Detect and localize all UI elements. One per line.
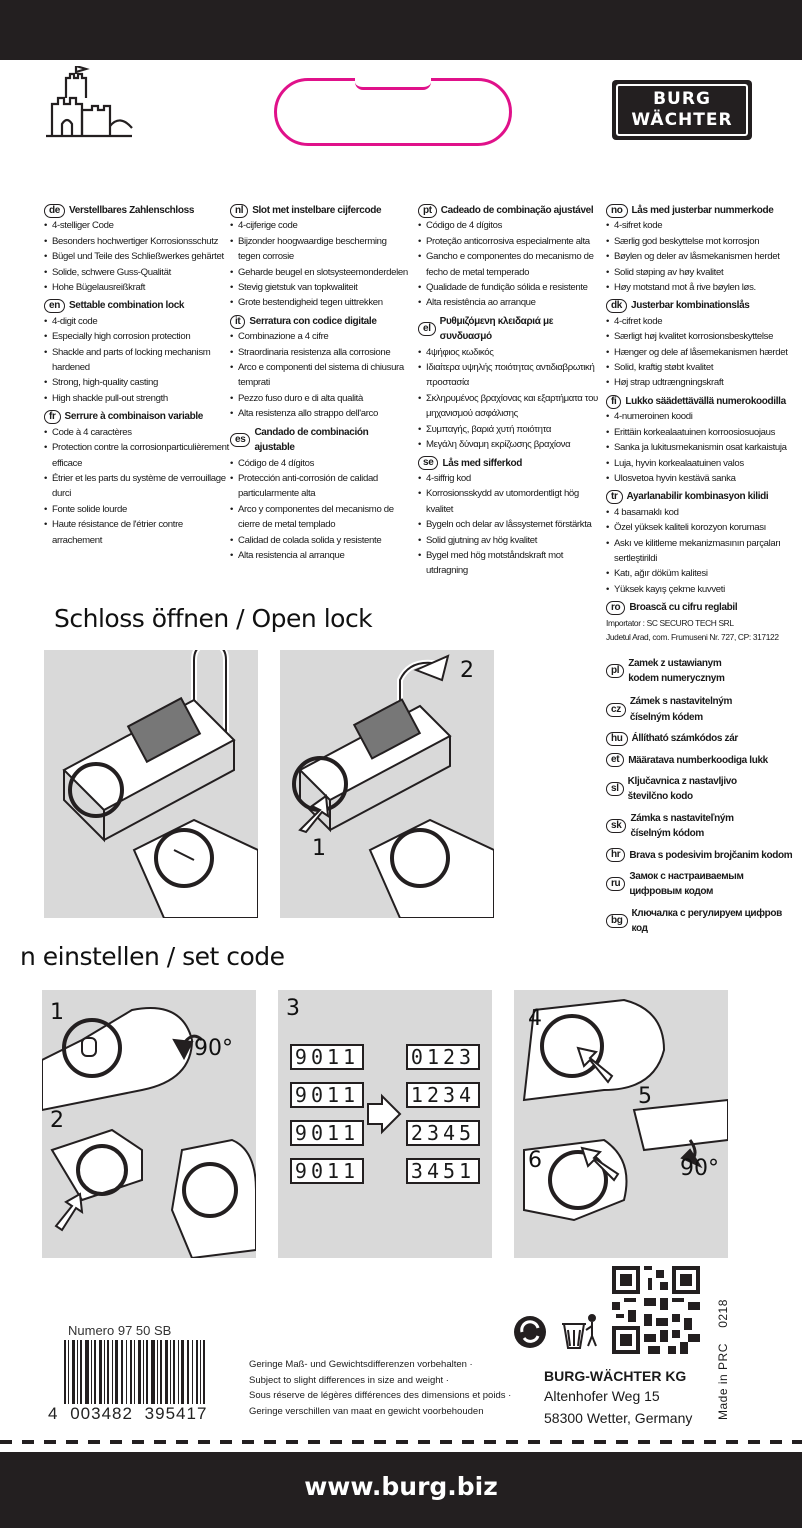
list-item: • Særligt høj kvalitet korrosionsbeskyttelse <box>606 329 798 344</box>
footer-bar <box>0 1452 802 1528</box>
feature-list-fi <box>606 409 798 486</box>
list-item: • Código de 4 dígitos <box>230 456 410 471</box>
list-item: • Combinazione a 4 cifre <box>230 329 410 344</box>
list-item: • Særlig god beskyttelse mot korrosjon <box>606 234 798 249</box>
lang-heading-se: se Lås med sifferkod <box>418 456 602 471</box>
lang-heading-it: it Serratura con codice digitale <box>230 314 410 329</box>
lang-heading-sk: sk Zámka s nastaviteľným číselným kódom <box>606 811 798 842</box>
list-item: • 4-cifret kode <box>606 314 798 329</box>
code-wheel: 9011 <box>290 1044 364 1070</box>
lang-heading-pl: pl Zamek z ustawianym kodem numerycznym <box>606 656 798 687</box>
list-item: • Katı, ağır döküm kalitesi <box>606 566 798 581</box>
list-item: • Yüksek kayış çekme kuvveti <box>606 582 798 597</box>
company-address <box>544 1366 692 1428</box>
company-name: BURG-WÄCHTER KG <box>544 1368 687 1384</box>
lang-badge-sk: sk <box>606 819 626 833</box>
lang-badge-it: it <box>230 315 245 329</box>
hang-hole-outline <box>274 78 512 146</box>
list-item: • 4ψήφιος κωδικός <box>418 345 602 360</box>
lang-heading-pt: pt Cadeado de combinação ajustável <box>418 203 602 218</box>
feature-list-es <box>230 456 410 564</box>
list-item: • Alta resistência ao arranque <box>418 295 602 310</box>
made-in-label: Made in PRC 0218 <box>716 1299 730 1420</box>
list-item: • Solide, schwere Guss-Qualität <box>44 265 230 280</box>
lang-badge-tr: tr <box>606 490 623 504</box>
feature-list-el <box>418 345 602 453</box>
list-item: • Qualidade de fundição sólida e resistente <box>418 280 602 295</box>
list-item: • Hænger og dele af låsemekanismen hærdet <box>606 345 798 360</box>
features-column-3 <box>418 200 602 579</box>
lang-heading-fi: fi Lukko säädettävällä numerokoodilla <box>606 394 798 409</box>
set-step-4-label: 4 <box>528 1006 542 1031</box>
lang-heading-dk: dk Justerbar kombinationslås <box>606 298 798 313</box>
list-item: • Arco y componentes del mecanismo de cierre de metal templado <box>230 502 410 533</box>
list-item: • Código de 4 dígitos <box>418 218 602 233</box>
rotate-angle-2: 90° <box>680 1156 719 1181</box>
list-item: • Bygeln och delar av låssystemet förstärkta <box>418 517 602 532</box>
lang-badge-bg: bg <box>606 914 628 928</box>
list-item: • 4-stelliger Code <box>44 218 230 233</box>
padlock-open-illustration <box>280 650 494 918</box>
set-step-6-label: 6 <box>528 1148 542 1173</box>
list-item: • Protection contre la corrosionparticulièrement efficace <box>44 440 230 471</box>
list-item: • Μεγάλη δύναμη εκρίζωσης βραχίονα <box>418 437 602 452</box>
lang-badge-dk: dk <box>606 299 627 313</box>
list-item: • 4-siffrig kod <box>418 471 602 486</box>
list-item: • Stevig gietstuk van topkwaliteit <box>230 280 410 295</box>
shackle-rotate-illustration <box>42 990 256 1258</box>
list-item: • Σκληρυμένος βραχίονας και εξαρτήματα του μηχανισμού ασφάλισης <box>418 391 602 422</box>
lang-heading-nl: nl Slot met instelbare cijfercode <box>230 203 410 218</box>
list-item: • Luja, hyvin korkealaatuinen valos <box>606 456 798 471</box>
lang-heading-tr: tr Ayarlanabilir kombinasyon kilidi <box>606 489 798 504</box>
list-item: • 4-sifret kode <box>606 218 798 233</box>
list-item: • Shackle and parts of locking mechanism hardened <box>44 345 230 376</box>
list-item: • 4-digit code <box>44 314 230 329</box>
lang-badge-cz: cz <box>606 703 626 717</box>
lang-heading-no: no Lås med justerbar nummerkode <box>606 203 798 218</box>
list-item: • Bijzonder hoogwaardige bescherming tegen corrosie <box>230 234 410 265</box>
list-item: • Proteção anticorrosiva especialmente alta <box>418 234 602 249</box>
list-item: • Besonders hochwertiger Korrosionsschutz <box>44 234 230 249</box>
lang-badge-hr: hr <box>606 848 625 862</box>
lang-heading-bg: bg Ключалка с регулируем цифров код <box>606 906 798 937</box>
set-code-title: n einstellen / set code <box>20 942 285 971</box>
recycle-icon <box>512 1310 602 1352</box>
list-item: • Strong, high-quality casting <box>44 375 230 390</box>
logo-line-1: BURG <box>653 89 711 109</box>
list-item: • Sanka ja lukitusmekanismin osat karkaistuja <box>606 440 798 455</box>
lang-heading-hu: hu Állítható számkódos zár <box>606 731 798 746</box>
old-codes-column <box>290 1044 364 1184</box>
list-item: • Alta resistenza allo strappo dell'arco <box>230 406 410 421</box>
lang-badge-nl: nl <box>230 204 248 218</box>
top-bar <box>0 0 802 60</box>
product-number: Numero 97 50 SB <box>68 1323 172 1338</box>
lang-heading-cz: cz Zámek s nastavitelným číselným kódem <box>606 694 798 725</box>
list-item: • Bøylen og deler av låsmekanismen herdet <box>606 249 798 264</box>
list-item: • Code à 4 caractères <box>44 425 230 440</box>
lang-heading-hr: hr Brava s podesivim brojčanim kodom <box>606 848 798 863</box>
lang-heading-es: es Candado de combinación ajustable <box>230 425 410 456</box>
lang-heading-ru: ru Замок с настраиваемым цифровым кодом <box>606 869 798 900</box>
lang-heading-ro: ro Broască cu cifru reglabil <box>606 600 798 615</box>
list-item: • Høj strap udtrængningskraft <box>606 375 798 390</box>
feature-list-en <box>44 314 230 406</box>
lang-badge-se: se <box>418 456 438 470</box>
lang-badge-fi: fi <box>606 395 621 409</box>
list-item: • Fonte solide lourde <box>44 502 230 517</box>
lang-badge-hu: hu <box>606 732 628 746</box>
rotate-angle-1: 90° <box>194 1036 233 1061</box>
new-codes-column <box>406 1044 480 1184</box>
list-item: • Solid, kraftig støbt kvalitet <box>606 360 798 375</box>
list-item: • Calidad de colada solida y resistente <box>230 533 410 548</box>
list-item: • Straordinaria resistenza alla corrosione <box>230 345 410 360</box>
list-item: • Protección anti-corrosión de calidad particularmente alta <box>230 471 410 502</box>
list-item: • Hohe Bügelausreißkraft <box>44 280 230 295</box>
list-item: • Pezzo fuso duro e di alta qualità <box>230 391 410 406</box>
feature-list-se <box>418 471 602 579</box>
code-wheel: 0123 <box>406 1044 480 1070</box>
list-item: • Gancho e componentes do mecanismo de fecho de metal temperado <box>418 249 602 280</box>
importer-line-1: Importator : SC SECURO TECH SRL <box>606 617 734 628</box>
open-lock-title: Schloss öffnen / Open lock <box>54 604 373 633</box>
list-item: • Alta resistencia al arranque <box>230 548 410 563</box>
list-item: • Askı ve kilitleme mekanizmasının parçaları sertleştirildi <box>606 536 798 567</box>
open-step-2-label: 2 <box>460 658 474 683</box>
barcode <box>64 1340 206 1412</box>
feature-list-nl <box>230 218 410 310</box>
lang-heading-de: de Verstellbares Zahlenschloss <box>44 203 230 218</box>
barcode-number: 4 003482 395417 <box>48 1404 208 1423</box>
lang-heading-sl: sl Ključavnica z nastavljivo številčno kodo <box>606 774 798 805</box>
code-wheel: 1234 <box>406 1082 480 1108</box>
feature-list-pt <box>418 218 602 310</box>
list-item: • Ιδιαίτερα υψηλής ποιότητας αντιδιαβρωτική προστασία <box>418 360 602 391</box>
features-column-2 <box>230 200 410 563</box>
lang-badge-no: no <box>606 204 628 218</box>
list-item: • Grote bestendigheid tegen uittrekken <box>230 295 410 310</box>
lang-badge-de: de <box>44 204 65 218</box>
importer-line-2: Judetul Arad, com. Frumuseni Nr. 727, CP: 317122 <box>606 631 779 642</box>
code-wheel: 3451 <box>406 1158 480 1184</box>
list-item: • Haute résistance de l'étrier contre arrachement <box>44 517 230 548</box>
list-item: • Korrosionsskydd av utomordentligt hög kvalitet <box>418 486 602 517</box>
padlock-illustration <box>44 650 258 918</box>
open-step-1-label: 1 <box>312 836 326 861</box>
list-item: • Ulosvetoa hyvin kestävä sanka <box>606 471 798 486</box>
lang-badge-es: es <box>230 433 250 447</box>
disclaimer: Geringe Maß- und Gewichtsdifferenzen vorbehalten · Subject to slight differences in size and weight · Sous réserve de légères différences des dimensions et poids · Geringe verschillen van maat en gewicht voorbehouden <box>249 1359 512 1417</box>
set-code-panel-4 <box>514 990 728 1258</box>
feature-list-fr <box>44 425 230 548</box>
qr-code <box>612 1266 700 1354</box>
lang-heading-et: et Määratava numberkoodiga lukk <box>606 753 798 768</box>
company-city: 58300 Wetter, Germany <box>544 1410 693 1426</box>
list-item: • Özel yüksek kaliteli korozyon koruması <box>606 520 798 535</box>
castle-icon <box>44 66 134 142</box>
burg-waechter-logo <box>612 80 752 140</box>
lang-badge-fr: fr <box>44 410 61 424</box>
list-item: • Høy motstand mot å rive bøylen løs. <box>606 280 798 295</box>
features-column-4 <box>606 200 798 937</box>
list-item: • Solid støping av høy kvalitet <box>606 265 798 280</box>
feature-list-it <box>230 329 410 421</box>
code-wheel: 9011 <box>290 1082 364 1108</box>
lang-badge-pl: pl <box>606 664 624 678</box>
list-item: • Συμπαγής, βαριά χυτή ποιότητα <box>418 422 602 437</box>
list-item: • Geharde beugel en slotsysteemonderdelen <box>230 265 410 280</box>
list-item: • Bügel und Teile des Schließwerkes gehärtet <box>44 249 230 264</box>
company-street: Altenhofer Weg 15 <box>544 1388 660 1404</box>
list-item: • 4-cijferige code <box>230 218 410 233</box>
shackle-close-illustration <box>514 990 728 1258</box>
perforation-line <box>0 1440 802 1444</box>
set-code-panel-3 <box>278 990 492 1258</box>
lang-badge-el: el <box>418 322 436 336</box>
list-item: • Bygel med hög motståndskraft mot utdragning <box>418 548 602 579</box>
set-step-5-label: 5 <box>638 1084 652 1109</box>
open-lock-panel-1 <box>44 650 258 918</box>
list-item: • 4-numeroinen koodi <box>606 409 798 424</box>
lang-heading-fr: fr Serrure à combinaison variable <box>44 409 230 424</box>
lang-heading-en: en Settable combination lock <box>44 298 230 313</box>
lang-badge-ro: ro <box>606 601 625 615</box>
list-item: • 4 basamaklı kod <box>606 505 798 520</box>
list-item: • High shackle pull-out strength <box>44 391 230 406</box>
code-wheel: 2345 <box>406 1120 480 1146</box>
website-url[interactable]: www.burg.biz <box>304 1472 498 1501</box>
lang-badge-ru: ru <box>606 877 625 891</box>
feature-list-tr <box>606 505 798 597</box>
feature-list-no <box>606 218 798 295</box>
lang-badge-et: et <box>606 753 624 767</box>
feature-list-de <box>44 218 230 295</box>
logo-line-2: WÄCHTER <box>631 110 733 130</box>
features-column-1 <box>44 200 230 548</box>
code-wheel: 9011 <box>290 1158 364 1184</box>
feature-list-dk <box>606 314 798 391</box>
list-item: • Erittäin korkealaatuinen korroosiosuojaus <box>606 425 798 440</box>
lang-badge-pt: pt <box>418 204 437 218</box>
lang-heading-el: el Ρυθμιζόμενη κλειδαριά με συνδυασμό <box>418 314 602 345</box>
list-item: • Étrier et les parts du système de verrouillage durci <box>44 471 230 502</box>
list-item: • Especially high corrosion protection <box>44 329 230 344</box>
list-item: • Solid gjutning av hög kvalitet <box>418 533 602 548</box>
lang-badge-sl: sl <box>606 782 624 796</box>
set-step-1-label: 1 <box>50 1000 64 1025</box>
set-step-3-label: 3 <box>286 996 300 1021</box>
open-lock-panel-2 <box>280 650 494 918</box>
lang-badge-en: en <box>44 299 65 313</box>
list-item: • Arco e componenti del sistema di chiusura temprati <box>230 360 410 391</box>
code-wheel: 9011 <box>290 1120 364 1146</box>
set-step-2-label: 2 <box>50 1108 64 1133</box>
set-code-panel-1 <box>42 990 256 1258</box>
